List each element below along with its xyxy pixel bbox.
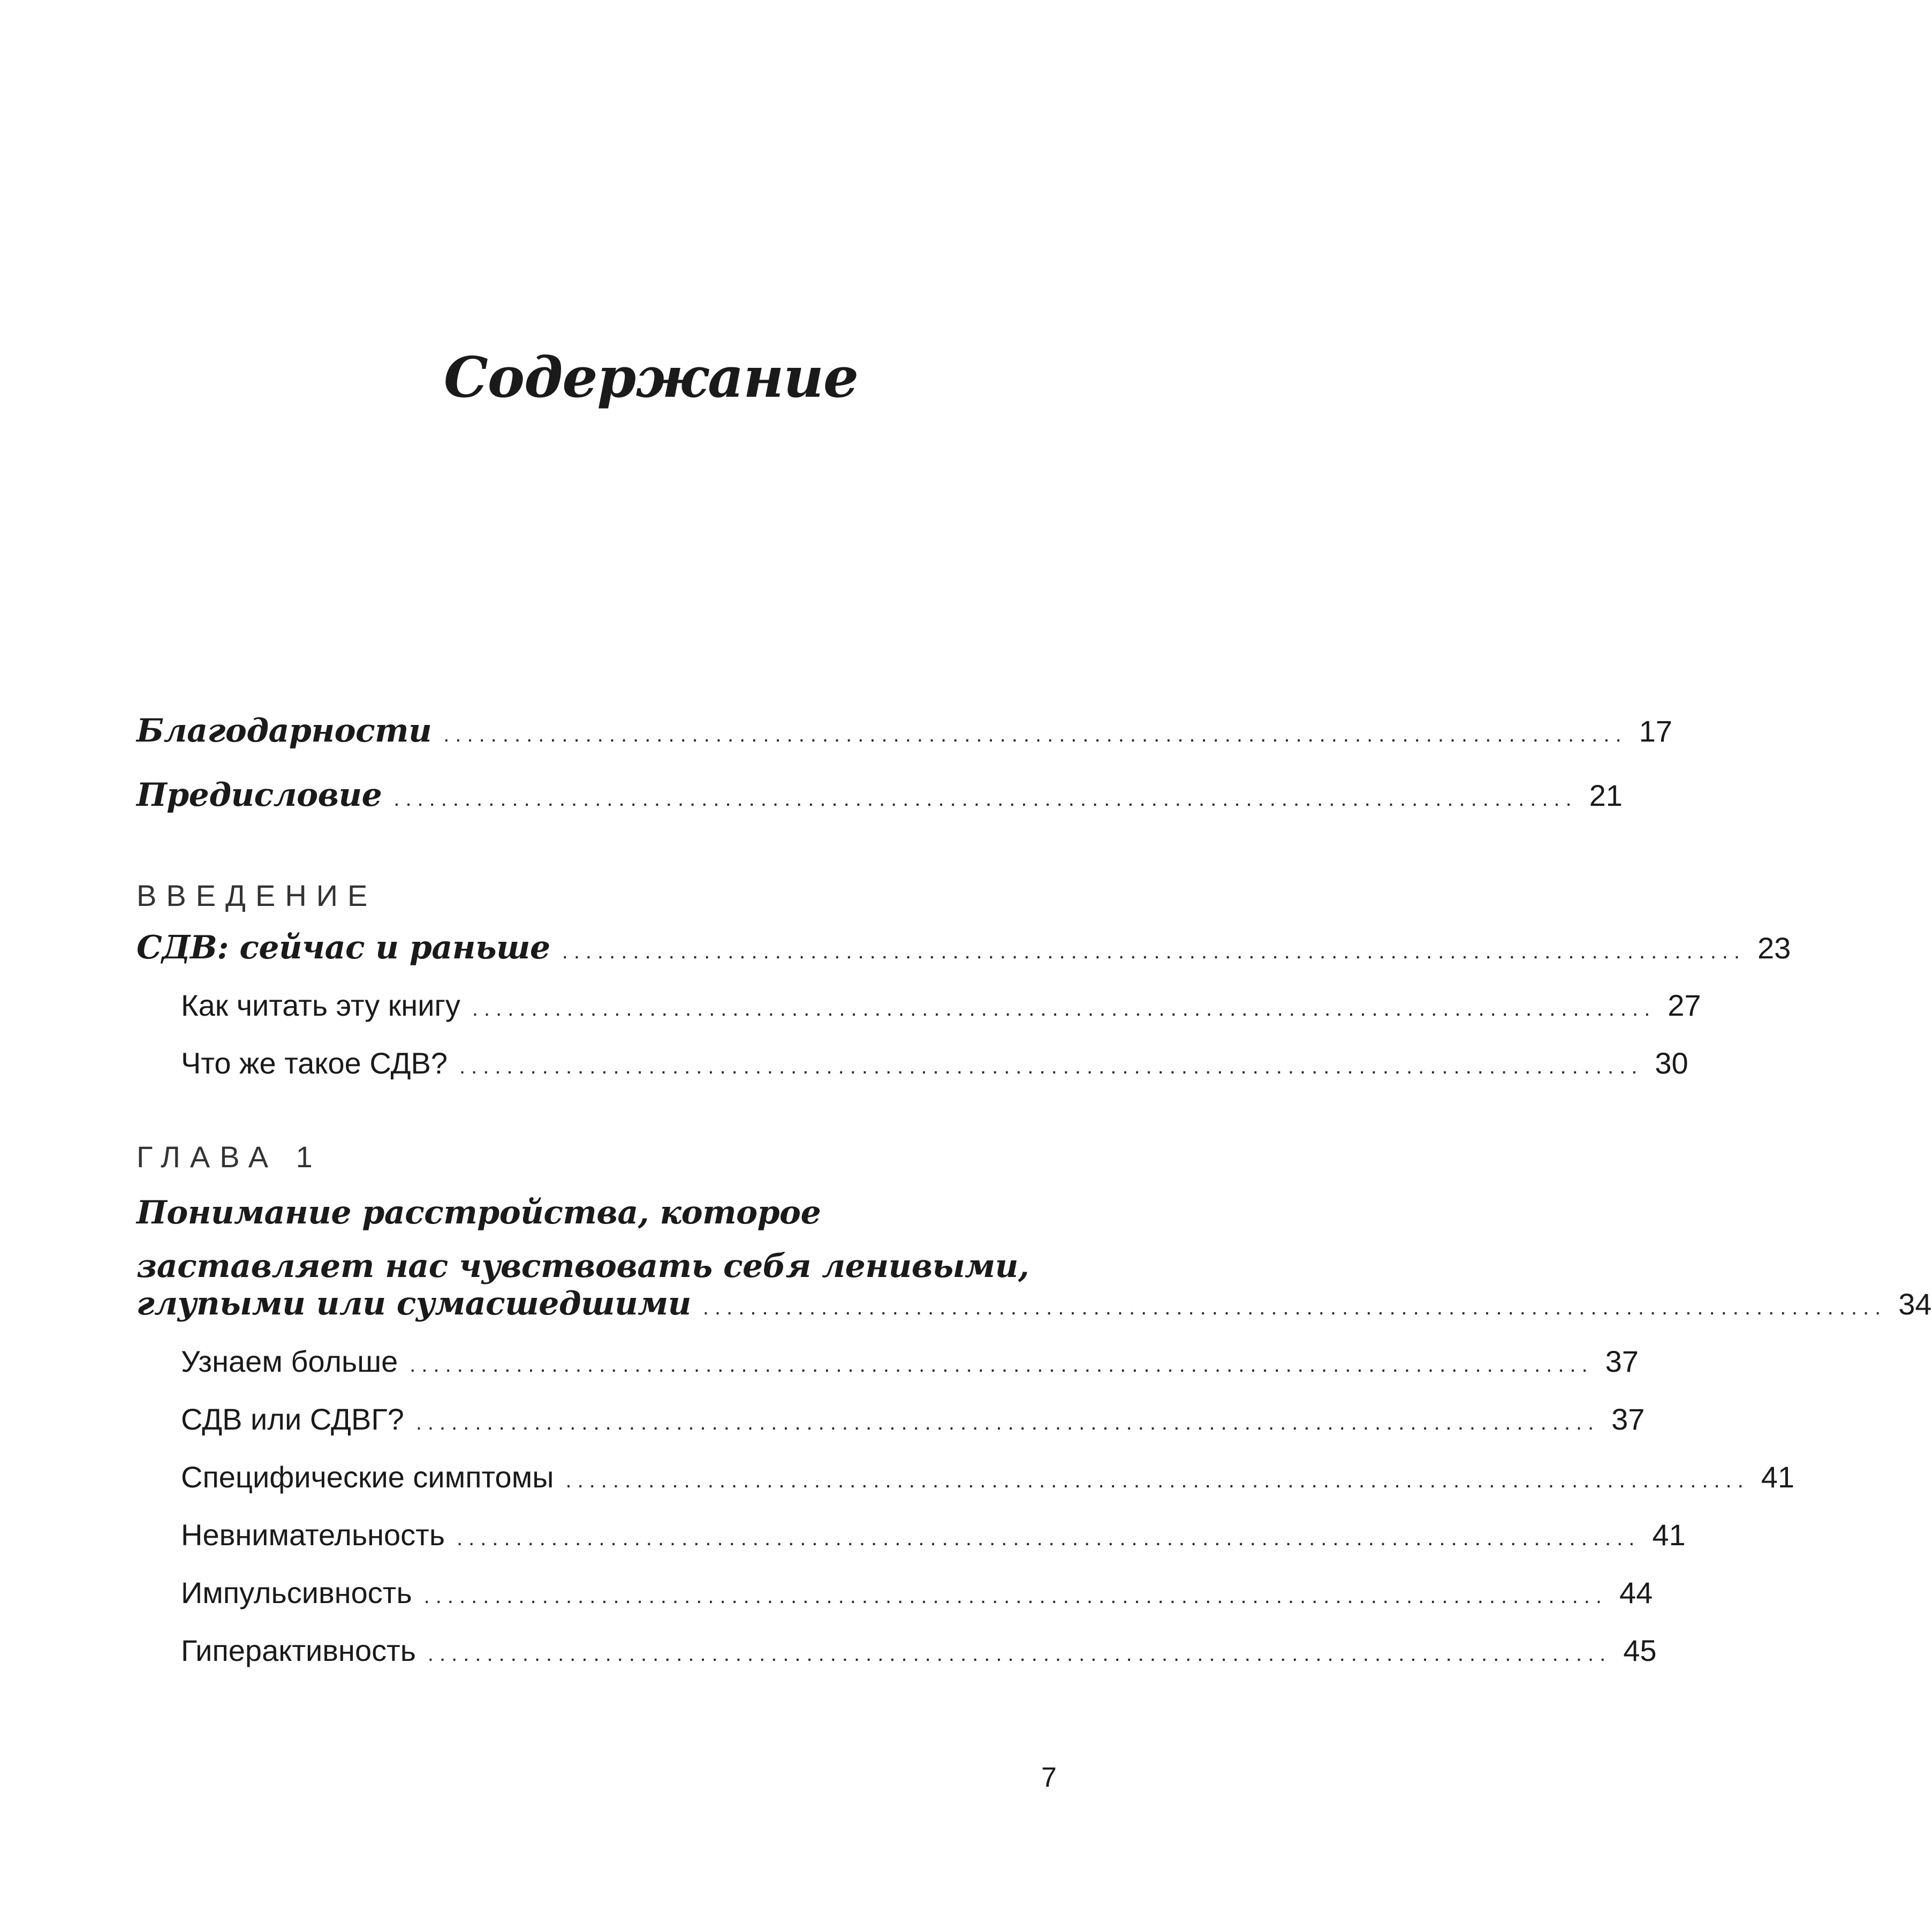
toc-entry-chapter-1[interactable] (137, 1285, 1932, 1322)
toc-entry-label: Специфические симптомы (181, 1460, 554, 1494)
toc-page-number: 34 (1898, 1287, 1932, 1321)
dot-leader: .................................................................................................... (562, 940, 1746, 963)
toc-page-number: 23 (1757, 931, 1791, 965)
toc-subentry[interactable] (181, 988, 1701, 1023)
dot-leader: .................................................................................................... (472, 997, 1656, 1021)
toc-page-number: 41 (1652, 1518, 1686, 1552)
toc-page-number: 37 (1605, 1344, 1639, 1378)
toc-subentry[interactable] (181, 1046, 1688, 1080)
toc-entry-label: Благодарности (137, 712, 432, 750)
toc-entry-label: Что же такое СДВ? (181, 1046, 448, 1080)
toc-entry-acknowledgements[interactable] (137, 712, 1672, 750)
toc-page-number: 17 (1639, 714, 1672, 748)
dot-leader: .................................................................................................... (410, 1353, 1594, 1377)
toc-subentry[interactable] (181, 1402, 1645, 1437)
dot-leader: .................................................................................................... (443, 723, 1627, 746)
dot-leader: .................................................................................................... (702, 1296, 1887, 1319)
toc-entry-label: Узнаем больше (181, 1344, 398, 1378)
chapter-title-line-1[interactable]: Понимание расстройства, которое (137, 1194, 821, 1231)
dot-leader: .................................................................................................... (393, 787, 1578, 811)
dot-leader: .................................................................................................... (459, 1055, 1643, 1078)
toc-entry-label: Как читать эту книгу (181, 988, 460, 1022)
toc-entry-preface[interactable] (137, 776, 1623, 814)
toc-page-number: 21 (1589, 779, 1623, 812)
toc-page-number: 30 (1655, 1046, 1688, 1080)
section-label-introduction: ВВЕДЕНИЕ (137, 879, 377, 912)
toc-entry-introduction[interactable] (137, 929, 1791, 966)
page-number: 7 (1041, 1762, 1057, 1793)
toc-entry-label: Импульсивность (181, 1576, 412, 1609)
toc-entry-label: СДВ или СДВГ? (181, 1402, 404, 1436)
section-label-chapter-1: ГЛАВА 1 (137, 1140, 322, 1174)
toc-entry-label: Предисловие (137, 776, 382, 814)
dot-leader: .................................................................................................... (427, 1642, 1612, 1666)
toc-entry-label: глупыми или сумасшедшими (137, 1285, 691, 1322)
dot-leader: .................................................................................................... (423, 1584, 1608, 1608)
dot-leader: .................................................................................................... (415, 1411, 1600, 1434)
toc-entry-label: Гиперактивность (181, 1634, 416, 1667)
dot-leader: .................................................................................................... (457, 1526, 1641, 1550)
toc-subentry[interactable] (181, 1575, 1653, 1610)
dot-leader: .................................................................................................... (565, 1469, 1749, 1492)
toc-subentry[interactable] (181, 1460, 1795, 1494)
toc-page-number: 37 (1611, 1402, 1645, 1436)
toc-page-number: 45 (1623, 1634, 1657, 1667)
toc-page-number: 41 (1761, 1460, 1795, 1494)
toc-page-number: 44 (1619, 1576, 1653, 1609)
page-title: Содержание (443, 344, 859, 410)
toc-entry-label: СДВ: сейчас и раньше (137, 929, 550, 966)
toc-entry-label: Невнимательность (181, 1518, 445, 1552)
toc-subentry[interactable] (181, 1344, 1639, 1379)
toc-subentry[interactable] (181, 1517, 1686, 1552)
chapter-title-line-2[interactable]: заставляет нас чувствовать себя ленивыми, (137, 1248, 1029, 1285)
toc-page-number: 27 (1668, 988, 1701, 1022)
toc-subentry[interactable] (181, 1633, 1657, 1668)
